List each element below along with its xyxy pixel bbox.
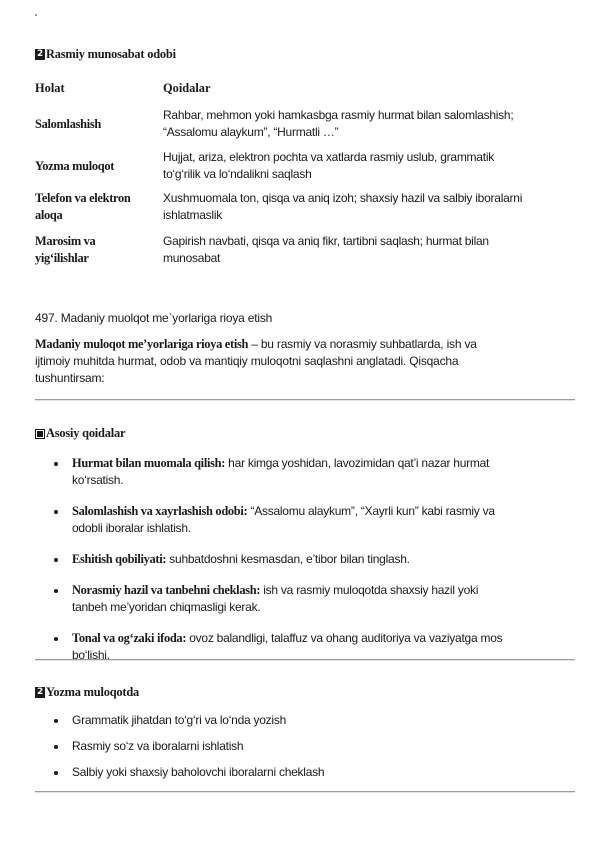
table-cell-rule [163,146,575,186]
list-item [35,738,575,755]
item-term: Eshitish qobiliyati: [72,552,167,566]
bullet-icon [54,637,58,641]
paragraph-line: ijtimoiy muhitda hurmat, odob va mantiqiy muloqotni saqlashni anglatadi. Qisqacha [35,354,459,368]
table-header-situation: Holat [35,80,65,95]
section-title: Yozma muloqotda [46,685,140,699]
bullet-icon [54,589,58,593]
written-rules-list [35,712,575,781]
table-header-rules: Qoidalar [163,80,211,95]
table-cell-situation: Salomlashish [35,116,101,131]
number-2-icon: 2 [36,49,44,59]
list-item [35,764,575,781]
bullet-icon [54,745,58,749]
lead-term: Madaniy muloqot me’yorlariga rioya etish [35,337,249,351]
item-term: Tonal va og‘zaki ifoda: [72,631,187,645]
rule-line: Rahbar, mehmon yoki hamkasbga rasmiy hurmat bilan salomlashish; [163,108,514,122]
item-text: ovoz balandligi, talaffuz va ohang auditoriya va vaziyatga mos [186,631,503,645]
bullet-icon [54,462,58,466]
rule-line: “Assalomu alaykum”, “Hurmatli …” [163,125,339,139]
divider [35,791,575,793]
rule-line: to‘g‘rilik va lo‘ndalikni saqlash [163,167,312,181]
list-item [35,455,575,489]
item-text: “Assalomu alaykum”, “Xayrli kun” kabi rasmiy va [247,504,495,518]
etiquette-table [35,74,575,272]
number-1-icon [35,429,45,439]
item-term: Norasmiy hazil va tanbehni cheklash: [72,583,261,597]
situation-line: Marosim va [35,234,96,248]
table-cell-rule [163,102,575,146]
table-row [35,102,575,146]
item-497-paragraph [35,336,575,387]
rule-line: Hujjat, ariza, elektron pochta va xatlarda rasmiy uslub, grammatik [163,150,494,164]
table-row [35,228,575,272]
item-text-continued: bo‘lishi. [72,648,110,662]
table-header-row [35,74,575,102]
paragraph-line: tushuntirsam: [35,371,105,385]
lead-text: – bu rasmiy va norasmiy suhbatlarda, ish va [248,337,477,351]
item-text: Rasmiy so‘z va iboralarni ishlatish [72,739,244,753]
item-term: Hurmat bilan muomala qilish: [72,456,226,470]
item-text-continued: tanbeh me’yoridan chiqmasligi kerak. [72,600,261,614]
basic-rules-list [35,455,575,664]
rule-line: munosabat [163,251,221,265]
situation-line: yig‘ilishlar [35,251,89,265]
table-cell-situation [35,228,163,272]
corner-mark [35,14,37,16]
situation-line: aloqa [35,208,63,222]
divider [35,399,575,401]
item-text-continued: odobli iboralar ishlatish. [72,521,191,535]
section-heading-yozma [35,684,139,701]
table-row [35,146,575,186]
item-text-continued: ko‘rsatish. [72,473,124,487]
bullet-icon [54,510,58,514]
list-item [35,712,575,729]
section-heading-rasmiy [35,46,176,63]
bullet-icon [54,771,58,775]
divider [35,659,575,661]
section-heading-asosiy [35,425,125,442]
table-cell-rule [163,186,575,228]
table-row [35,186,575,228]
section-title: Rasmiy munosabat odobi [46,47,176,61]
item-term: Salomlashish va xayrlashish odobi: [72,504,248,518]
item-text: har kimga yoshidan, lavozimidan qat’i nazar hurmat [225,456,490,470]
section-title: Asosiy qoidalar [46,426,126,440]
rule-line: Xushmuomala ton, qisqa va aniq izoh; shaxsiy hazil va salbiy iboralarni [163,191,523,205]
list-item [35,551,575,568]
bullet-icon [54,719,58,723]
paragraph-line [35,336,575,353]
item-text: Grammatik jihatdan to‘g‘ri va lo‘nda yozish [72,713,287,727]
table-cell-situation [35,186,163,228]
item-text: Salbiy yoki shaxsiy baholovchi iboralarni cheklash [72,765,325,779]
bullet-icon [54,558,58,562]
item-497-heading: 497. Madaniy muolqot me`yorlariga rioya etish [35,311,273,325]
situation-line: Telefon va elektron [35,191,131,205]
rule-line: ishlatmaslik [163,208,223,222]
table-cell-situation: Yozma muloqot [35,158,115,173]
list-item [35,503,575,537]
number-2-icon: 2 [36,687,44,697]
item-text: ish va rasmiy muloqotda shaxsiy hazil yoki [260,583,479,597]
rule-line: Gapirish navbati, qisqa va aniq fikr, tartibni saqlash; hurmat bilan [163,234,489,248]
item-text: suhbatdoshni kesmasdan, e’tibor bilan tinglash. [166,552,410,566]
list-item [35,582,575,616]
table-cell-rule [163,228,575,272]
